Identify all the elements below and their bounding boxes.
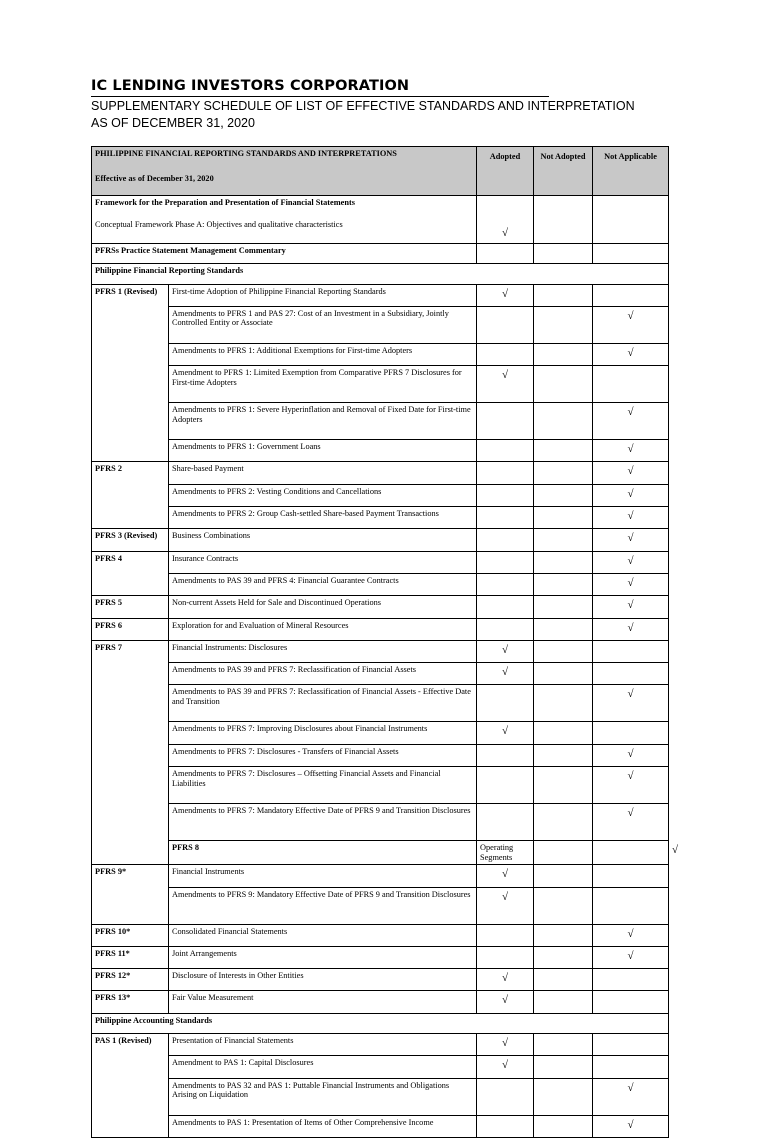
empty-cell (534, 804, 593, 841)
schedule-date: AS OF DECEMBER 31, 2020 (91, 116, 255, 130)
empty-cell (534, 946, 593, 968)
empty-cell (534, 663, 593, 685)
empty-cell (593, 969, 669, 991)
empty-cell (534, 767, 593, 804)
standard-description: Amendments to PFRS 2: Vesting Conditions and Cancellations (169, 484, 477, 506)
adopted-check: √ (477, 1034, 534, 1056)
not-applicable-check: √ (593, 946, 669, 968)
standard-code: PFRS 13* (92, 991, 169, 1013)
empty-cell (534, 1115, 593, 1137)
standard-description: Disclosure of Interests in Other Entities (169, 969, 477, 991)
not-applicable-check: √ (593, 618, 669, 640)
not-applicable-check: √ (593, 462, 669, 484)
empty-cell (477, 946, 534, 968)
standard-description: Amendments to PAS 39 and PFRS 4: Financial Guarantee Contracts (169, 573, 477, 595)
empty-cell (593, 640, 669, 662)
empty-cell (593, 1056, 669, 1078)
empty-cell (477, 596, 534, 618)
empty-cell (534, 640, 593, 662)
standard-description: Presentation of Financial Statements (169, 1034, 477, 1056)
not-applicable-check: √ (593, 573, 669, 595)
framework-adopted-check: √ (477, 196, 534, 244)
pas-section-row (92, 1013, 669, 1033)
empty-cell (593, 722, 669, 744)
standard-description: Business Combinations (169, 529, 477, 551)
adopted-check: √ (477, 663, 534, 685)
not-applicable-check: √ (593, 767, 669, 804)
standard-code: PFRS 11* (92, 946, 169, 968)
empty-cell (593, 663, 669, 685)
table-row (92, 1078, 669, 1115)
standard-code: PFRS 8 (169, 841, 477, 865)
table-row (92, 343, 669, 365)
framework-cell (92, 196, 477, 244)
table-row (92, 685, 669, 722)
empty-cell (534, 1034, 593, 1056)
table-header-row (92, 147, 669, 196)
standard-code: PFRS 9* (92, 865, 169, 924)
table-row (92, 640, 669, 662)
empty-cell (534, 841, 593, 865)
pfrs-practice-row (92, 244, 669, 264)
not-applicable-check: √ (593, 484, 669, 506)
standard-code: PFRS 7 (92, 640, 169, 864)
empty-cell (534, 924, 593, 946)
empty-cell (534, 440, 593, 462)
not-applicable-check: √ (593, 744, 669, 766)
empty-cell (593, 865, 669, 887)
standard-code: PFRS 5 (92, 596, 169, 618)
standard-description: Amendments to PFRS 7: Disclosures – Offsetting Financial Assets and Financial Liabilities (169, 767, 477, 804)
framework-row (92, 196, 669, 244)
not-applicable-check: √ (593, 551, 669, 573)
empty-cell (534, 462, 593, 484)
table-row (92, 284, 669, 306)
empty-cell (534, 744, 593, 766)
standard-description: Amendments to PAS 39 and PFRS 7: Reclassification of Financial Assets (169, 663, 477, 685)
standard-description: Fair Value Measurement (169, 991, 477, 1013)
adopted-check: √ (477, 640, 534, 662)
standard-description: Amendments to PAS 32 and PAS 1: Puttable Financial Instruments and Obligations Arising on Liquidation (169, 1078, 477, 1115)
standard-description: Insurance Contracts (169, 551, 477, 573)
empty-cell (534, 366, 593, 403)
empty-cell (477, 1115, 534, 1137)
table-row (92, 991, 669, 1013)
table-row (92, 529, 669, 551)
table-row (92, 1034, 669, 1056)
empty-cell (477, 484, 534, 506)
framework-not-adopted (534, 196, 593, 244)
standard-code: PFRS 1 (Revised) (92, 284, 169, 462)
adopted-check: √ (477, 722, 534, 744)
table-row (92, 969, 669, 991)
empty-cell (593, 284, 669, 306)
adopted-check: √ (477, 969, 534, 991)
not-applicable-check: √ (593, 343, 669, 365)
empty-cell (534, 551, 593, 573)
table-row (92, 722, 669, 744)
not-applicable-check: √ (593, 403, 669, 440)
empty-cell (534, 618, 593, 640)
pfrs-section-row (92, 264, 669, 284)
standard-description: Amendments to PFRS 9: Mandatory Effective Date of PFRS 9 and Transition Disclosures (169, 887, 477, 924)
empty-cell (534, 596, 593, 618)
standards-table (91, 146, 679, 1138)
empty-cell (477, 343, 534, 365)
standard-description: Amendment to PAS 1: Capital Disclosures (169, 1056, 477, 1078)
adopted-check: √ (477, 284, 534, 306)
empty-cell (534, 403, 593, 440)
not-applicable-check: √ (593, 685, 669, 722)
empty-cell (477, 529, 534, 551)
pas-section-label: Philippine Accounting Standards (92, 1013, 669, 1033)
empty-cell (477, 306, 534, 343)
table-row (92, 1056, 669, 1078)
standard-code: PFRS 4 (92, 551, 169, 596)
header-not-adopted: Not Adopted (534, 147, 593, 196)
table-row (92, 484, 669, 506)
table-row (92, 366, 669, 403)
table-row (92, 551, 669, 573)
standard-description: Financial Instruments (169, 865, 477, 887)
empty-cell (534, 343, 593, 365)
standard-description: Share-based Payment (169, 462, 477, 484)
empty-cell (477, 244, 534, 264)
company-underline (91, 96, 549, 97)
table-row (92, 946, 669, 968)
standard-code: PAS 1 (Revised) (92, 1034, 169, 1138)
adopted-check: √ (477, 887, 534, 924)
not-applicable-check: √ (593, 507, 669, 529)
table-row (92, 924, 669, 946)
standard-description: Amendments to PFRS 1: Additional Exemptions for First-time Adopters (169, 343, 477, 365)
empty-cell (534, 1078, 593, 1115)
empty-cell (477, 462, 534, 484)
table-row (92, 306, 669, 343)
empty-cell (534, 865, 593, 887)
standard-description: Amendments to PFRS 7: Mandatory Effective Date of PFRS 9 and Transition Disclosures (169, 804, 477, 841)
empty-cell (477, 1078, 534, 1115)
standard-code: PFRS 6 (92, 618, 169, 640)
standard-description: Amendments to PFRS 7: Disclosures - Transfers of Financial Assets (169, 744, 477, 766)
standard-description: Amendments to PFRS 1: Severe Hyperinflation and Removal of Fixed Date for First-time Adopters (169, 403, 477, 440)
empty-cell (534, 244, 593, 264)
table-row (92, 767, 669, 804)
standard-description: Amendments to PFRS 7: Improving Disclosures about Financial Instruments (169, 722, 477, 744)
framework-title: Framework for the Preparation and Presentation of Financial Statements (95, 198, 355, 207)
not-applicable-check: √ (593, 924, 669, 946)
standard-description: Amendments to PAS 39 and PFRS 7: Reclassification of Financial Assets - Effective Date and Transition (169, 685, 477, 722)
not-applicable-check: √ (593, 1078, 669, 1115)
header-adopted: Adopted (477, 147, 534, 196)
empty-cell (477, 767, 534, 804)
not-applicable-check: √ (593, 596, 669, 618)
standard-description: Financial Instruments: Disclosures (169, 640, 477, 662)
empty-cell (534, 507, 593, 529)
empty-cell (593, 366, 669, 403)
standard-code: PFRS 3 (Revised) (92, 529, 169, 551)
table-row (92, 1115, 669, 1137)
empty-cell (477, 403, 534, 440)
table-row (92, 865, 669, 887)
empty-cell (534, 685, 593, 722)
empty-cell (534, 969, 593, 991)
standard-code: PFRS 12* (92, 969, 169, 991)
table-row (92, 887, 669, 924)
not-applicable-check: √ (593, 306, 669, 343)
framework-not-applicable (593, 196, 669, 244)
empty-cell (593, 991, 669, 1013)
empty-cell (534, 1056, 593, 1078)
empty-cell (477, 551, 534, 573)
empty-cell (593, 841, 669, 865)
standard-description: Operating Segments (477, 841, 534, 865)
standard-description: Amendments to PFRS 2: Group Cash-settled Share-based Payment Transactions (169, 507, 477, 529)
header-standards-title: PHILIPPINE FINANCIAL REPORTING STANDARDS AND INTERPRETATIONS (95, 149, 397, 158)
adopted-check: √ (477, 991, 534, 1013)
empty-cell (593, 244, 669, 264)
standard-description: First-time Adoption of Philippine Financial Reporting Standards (169, 284, 477, 306)
pfrs-practice-label: PFRSs Practice Statement Management Commentary (92, 244, 477, 264)
table-row: PFRS 8 Operating Segments √ (92, 841, 669, 865)
standard-code: PFRS 2 (92, 462, 169, 529)
standard-description: Consolidated Financial Statements (169, 924, 477, 946)
table-row (92, 804, 669, 841)
table-row (92, 507, 669, 529)
table-row (92, 403, 669, 440)
table-row (92, 462, 669, 484)
standard-description: Joint Arrangements (169, 946, 477, 968)
not-applicable-check: √ (593, 440, 669, 462)
empty-cell (534, 284, 593, 306)
empty-cell (534, 484, 593, 506)
empty-cell (477, 507, 534, 529)
standard-description: Amendments to PFRS 1 and PAS 27: Cost of an Investment in a Subsidiary, Jointly Controlled Entity or Associate (169, 306, 477, 343)
table-row (92, 440, 669, 462)
empty-cell (477, 744, 534, 766)
empty-cell (477, 685, 534, 722)
table-header-title (92, 147, 477, 196)
standard-description: Amendment to PFRS 1: Limited Exemption from Comparative PFRS 7 Disclosures for First-time Adopters (169, 366, 477, 403)
schedule-title: SUPPLEMENTARY SCHEDULE OF LIST OF EFFECTIVE STANDARDS AND INTERPRETATION (91, 99, 635, 113)
empty-cell (477, 618, 534, 640)
header-effective-date: Effective as of December 31, 2020 (95, 173, 214, 183)
adopted-check: √ (477, 1056, 534, 1078)
empty-cell (477, 440, 534, 462)
table-row (92, 596, 669, 618)
standard-description: Amendments to PFRS 1: Government Loans (169, 440, 477, 462)
header-not-applicable: Not Applicable (593, 147, 669, 196)
adopted-check: √ (477, 366, 534, 403)
table-row (92, 618, 669, 640)
empty-cell (534, 529, 593, 551)
empty-cell (477, 924, 534, 946)
empty-cell (477, 804, 534, 841)
empty-cell (477, 573, 534, 595)
standard-description: Amendments to PAS 1: Presentation of Items of Other Comprehensive Income (169, 1115, 477, 1137)
empty-cell (534, 306, 593, 343)
empty-cell (534, 573, 593, 595)
not-applicable-check: √ (593, 1115, 669, 1137)
empty-cell (534, 887, 593, 924)
pfrs-section-label: Philippine Financial Reporting Standards (92, 264, 669, 284)
not-applicable-check: √ (593, 529, 669, 551)
standard-code: PFRS 10* (92, 924, 169, 946)
standard-description: Exploration for and Evaluation of Mineral Resources (169, 618, 477, 640)
empty-cell (534, 722, 593, 744)
not-applicable-check: √ (593, 804, 669, 841)
table-row (92, 663, 669, 685)
empty-cell (593, 1034, 669, 1056)
empty-cell (534, 991, 593, 1013)
adopted-check: √ (477, 865, 534, 887)
framework-item: Conceptual Framework Phase A: Objectives and qualitative characteristics (95, 219, 343, 229)
company-name: IC LENDING INVESTORS CORPORATION (91, 78, 410, 94)
table-row (92, 744, 669, 766)
empty-cell (593, 887, 669, 924)
table-row (92, 573, 669, 595)
standard-description: Non-current Assets Held for Sale and Discontinued Operations (169, 596, 477, 618)
